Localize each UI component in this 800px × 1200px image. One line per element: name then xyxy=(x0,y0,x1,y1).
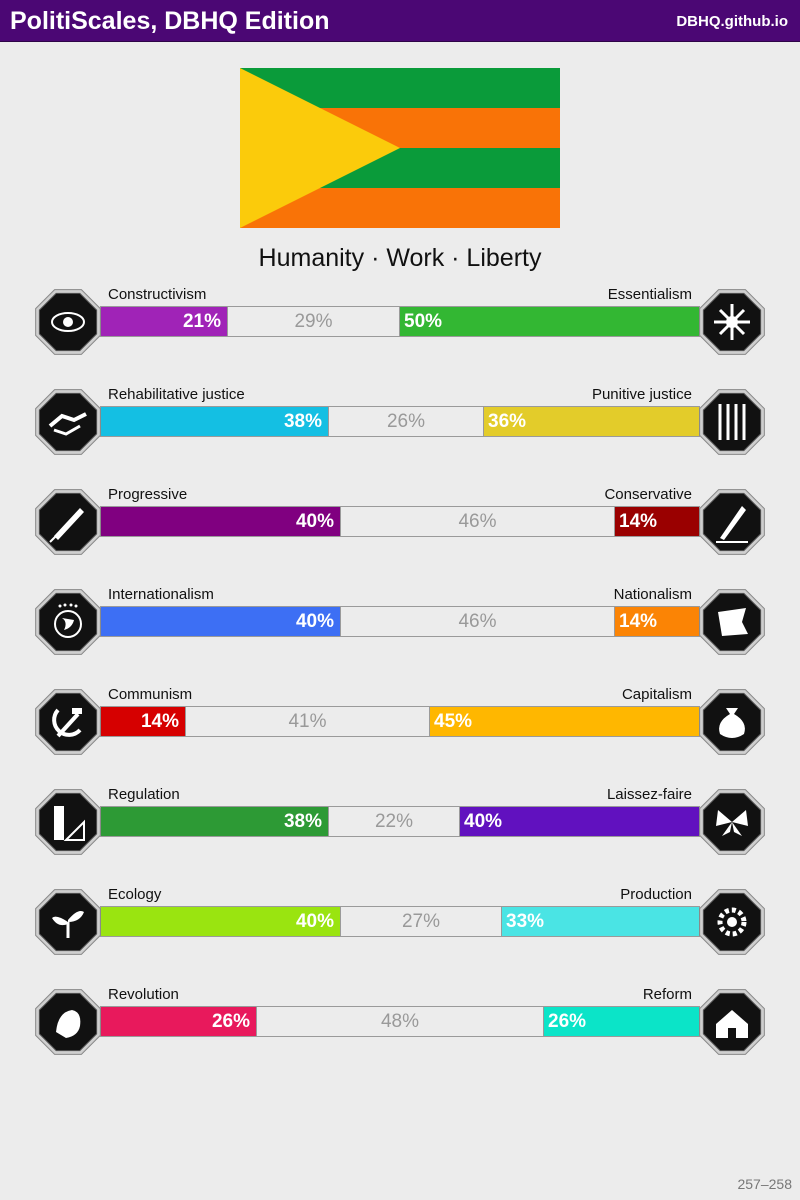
axis-left-segment xyxy=(101,1007,256,1036)
site-link[interactable]: DBHQ.github.io xyxy=(676,13,788,30)
axis-neutral-segment xyxy=(340,907,502,936)
ruler-icon xyxy=(32,786,104,858)
axis-neutral-segment xyxy=(256,1007,544,1036)
axis-right-segment xyxy=(430,707,699,736)
butterfly-icon xyxy=(696,786,768,858)
axis-neutral-value: 41% xyxy=(288,711,327,732)
hammer-sickle-icon xyxy=(32,686,104,758)
globe-icon xyxy=(32,586,104,658)
axis-left-label: Rehabilitative justice xyxy=(108,386,245,403)
axis-bar xyxy=(100,606,700,637)
axis-right-label: Laissez-faire xyxy=(606,786,692,803)
axis-bar xyxy=(100,406,700,437)
axis-right-segment xyxy=(484,407,699,436)
axis-left-label: Progressive xyxy=(108,486,188,503)
axis-right-label: Nationalism xyxy=(613,586,692,603)
axis-left-value: 26% xyxy=(211,1011,250,1032)
axis-neutral-segment xyxy=(340,607,615,636)
axis-right-label: Production xyxy=(620,886,692,903)
handshake-icon xyxy=(32,386,104,458)
app-title: PolitiScales, DBHQ Edition xyxy=(10,7,330,35)
axis-left-value: 38% xyxy=(283,811,322,832)
axis-left-segment xyxy=(101,407,328,436)
axis-row xyxy=(0,486,800,566)
ideology-flag xyxy=(240,68,560,228)
axis-left-segment xyxy=(101,907,340,936)
axis-right-segment xyxy=(460,807,699,836)
axis-bar xyxy=(100,1006,700,1037)
prison-bars-icon xyxy=(696,386,768,458)
axis-right-segment xyxy=(400,307,699,336)
axis-row xyxy=(0,986,800,1066)
axis-row xyxy=(0,686,800,766)
quill-icon xyxy=(696,486,768,558)
axis-left-value: 14% xyxy=(140,711,179,732)
axis-neutral-segment xyxy=(227,307,400,336)
axis-row xyxy=(0,286,800,366)
axis-bar xyxy=(100,506,700,537)
axis-neutral-segment xyxy=(328,407,484,436)
axis-left-segment xyxy=(101,507,340,536)
axis-left-segment xyxy=(101,307,227,336)
axis-neutral-value: 46% xyxy=(458,511,497,532)
axis-left-value: 40% xyxy=(295,511,334,532)
axis-bar xyxy=(100,306,700,337)
axis-left-segment xyxy=(101,707,185,736)
axis-right-segment xyxy=(615,607,699,636)
axis-left-segment xyxy=(101,607,340,636)
axis-left-label: Revolution xyxy=(108,986,179,1003)
axis-left-value: 40% xyxy=(295,611,334,632)
page-counter: 257–258 xyxy=(737,1176,792,1192)
fist-icon xyxy=(32,986,104,1058)
axis-left-label: Internationalism xyxy=(108,586,214,603)
axis-bar xyxy=(100,906,700,937)
axis-right-value: 36% xyxy=(488,411,527,432)
axis-row xyxy=(0,786,800,866)
flower-icon xyxy=(696,286,768,358)
axis-left-segment xyxy=(101,807,328,836)
axis-right-segment xyxy=(502,907,699,936)
axis-right-segment xyxy=(544,1007,699,1036)
house-icon xyxy=(696,986,768,1058)
sprout-icon xyxy=(32,886,104,958)
axis-right-value: 40% xyxy=(464,811,503,832)
axis-neutral-value: 22% xyxy=(374,811,414,832)
axis-neutral-value: 46% xyxy=(458,611,497,632)
axis-neutral-value: 48% xyxy=(380,1011,420,1032)
motto-slogan: Humanity · Work · Liberty xyxy=(258,244,542,272)
axis-right-label: Essentialism xyxy=(607,286,692,303)
axis-row xyxy=(0,886,800,966)
axis-left-label: Constructivism xyxy=(108,286,207,303)
axis-neutral-segment xyxy=(185,707,430,736)
axis-right-value: 26% xyxy=(548,1011,587,1032)
flag-icon xyxy=(696,586,768,658)
axis-row xyxy=(0,386,800,466)
axis-right-value: 50% xyxy=(404,311,443,332)
eye-icon xyxy=(32,286,104,358)
axis-bar xyxy=(100,706,700,737)
axis-right-segment xyxy=(615,507,699,536)
axis-right-value: 45% xyxy=(434,711,473,732)
axis-row xyxy=(0,586,800,666)
axis-right-label: Reform xyxy=(642,986,692,1003)
gear-icon xyxy=(696,886,768,958)
axis-left-label: Communism xyxy=(108,686,193,703)
axis-right-label: Conservative xyxy=(604,486,692,503)
axis-neutral-segment xyxy=(340,507,615,536)
axis-right-value: 14% xyxy=(619,611,658,632)
axis-neutral-value: 27% xyxy=(401,911,441,932)
axis-left-value: 21% xyxy=(182,311,221,332)
axis-left-value: 38% xyxy=(283,411,322,432)
axis-neutral-segment xyxy=(328,807,460,836)
axis-right-value: 14% xyxy=(619,511,658,532)
axis-left-label: Regulation xyxy=(108,786,180,803)
axis-neutral-value: 29% xyxy=(294,311,333,332)
axis-right-value: 33% xyxy=(506,911,545,932)
axis-right-label: Punitive justice xyxy=(591,386,692,403)
axis-right-label: Capitalism xyxy=(621,686,692,703)
rocket-icon xyxy=(32,486,104,558)
axis-neutral-value: 26% xyxy=(386,411,426,432)
axis-left-label: Ecology xyxy=(108,886,162,903)
axis-left-value: 40% xyxy=(295,911,334,932)
money-bag-icon xyxy=(696,686,768,758)
axis-bar xyxy=(100,806,700,837)
top-bar xyxy=(0,0,800,42)
